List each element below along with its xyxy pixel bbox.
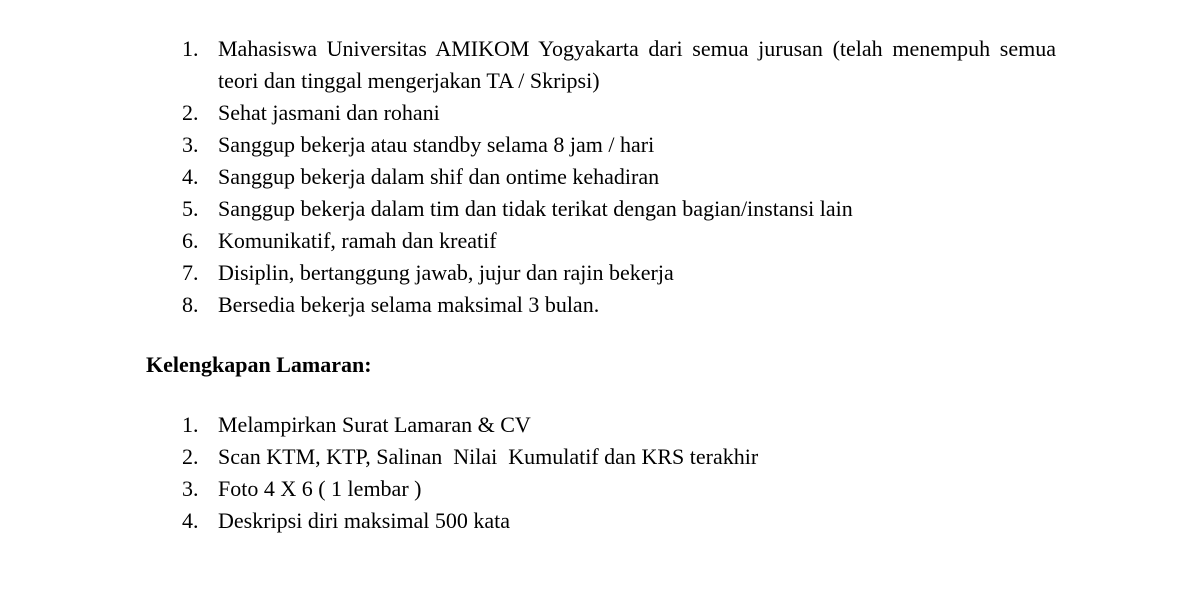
list-item xyxy=(0,289,1200,321)
list-item xyxy=(0,441,1200,473)
list-item xyxy=(0,97,1200,129)
list-item-text: Sanggup bekerja dalam tim dan tidak terikat dengan bagian/instansi lain xyxy=(218,196,853,221)
list-item-text: Mahasiswa Universitas AMIKOM Yogyakarta dari semua jurusan (telah menempuh semua teori dan tinggal mengerjakan TA / Skripsi) xyxy=(218,36,1056,93)
section-heading: Kelengkapan Lamaran: xyxy=(146,352,372,377)
list-item-number: 2. xyxy=(182,444,199,469)
list-item-text: Deskripsi diri maksimal 500 kata xyxy=(218,508,511,533)
list-item-text: Komunikatif, ramah dan kreatif xyxy=(218,228,497,253)
list-item xyxy=(0,505,1200,537)
list-item-number: 5. xyxy=(182,196,199,221)
list-item-text: Foto 4 X 6 ( 1 lembar ) xyxy=(218,476,422,501)
list-item-number: 8. xyxy=(182,292,199,317)
list-item xyxy=(0,409,1200,441)
list-item-number: 3. xyxy=(182,132,199,157)
list-item-number: 7. xyxy=(182,260,199,285)
list-item xyxy=(0,225,1200,257)
list-item-number: 2. xyxy=(182,100,199,125)
list-item xyxy=(0,257,1200,289)
list-item-number: 1. xyxy=(182,412,199,437)
list-item-text: Bersedia bekerja selama maksimal 3 bulan. xyxy=(218,292,600,317)
list-item xyxy=(0,129,1200,161)
list-item-number: 3. xyxy=(182,476,199,501)
application-documents-list xyxy=(0,409,1200,537)
requirements-list xyxy=(0,33,1200,321)
list-item-number: 6. xyxy=(182,228,199,253)
list-item xyxy=(0,193,1200,225)
list-item-text: Melampirkan Surat Lamaran & CV xyxy=(218,412,531,437)
list-item xyxy=(0,473,1200,505)
list-item xyxy=(0,33,1200,97)
list-item-text: Sehat jasmani dan rohani xyxy=(218,100,440,125)
list-item-text: Disiplin, bertanggung jawab, jujur dan rajin bekerja xyxy=(218,260,674,285)
list-item xyxy=(0,161,1200,193)
list-item-text: Sanggup bekerja dalam shif dan ontime kehadiran xyxy=(218,164,660,189)
list-item-text: Scan KTM, KTP, Salinan Nilai Kumulatif dan KRS terakhir xyxy=(218,444,759,469)
list-item-number: 1. xyxy=(182,36,199,61)
list-item-text: Sanggup bekerja atau standby selama 8 jam / hari xyxy=(218,132,655,157)
list-item-number: 4. xyxy=(182,164,199,189)
list-item-number: 4. xyxy=(182,508,199,533)
